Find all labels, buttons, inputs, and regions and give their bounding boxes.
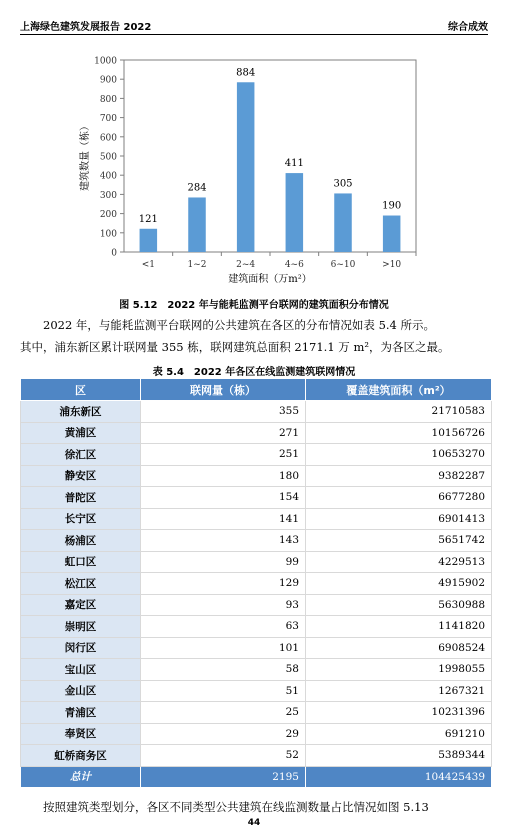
table-row <box>21 659 492 681</box>
header-count: 联网量（栋） <box>141 379 306 401</box>
table-row <box>21 723 492 745</box>
y-tick-label: 500 <box>99 152 117 163</box>
table-row <box>21 594 492 616</box>
district-cell: 长宁区 <box>21 508 141 530</box>
table-row <box>21 508 492 530</box>
bar <box>286 173 304 252</box>
y-tick-label: 100 <box>99 229 117 240</box>
district-cell: 奉贤区 <box>21 723 141 745</box>
count-cell: 93 <box>141 594 306 616</box>
district-cell: 崇明区 <box>21 616 141 638</box>
count-cell: 29 <box>141 723 306 745</box>
table-row <box>21 465 492 487</box>
bar <box>334 193 352 252</box>
district-cell: 闵行区 <box>21 637 141 659</box>
count-cell: 51 <box>141 680 306 702</box>
count-cell: 129 <box>141 573 306 595</box>
paragraph-line-1: 2022 年，与能耗监测平台联网的公共建筑在各区的分布情况如表 5.4 所示。 <box>43 318 436 332</box>
total-area: 104425439 <box>306 766 492 788</box>
data-label: 411 <box>284 158 304 170</box>
data-label: 884 <box>236 67 256 79</box>
area-cell: 10156726 <box>306 422 492 444</box>
count-cell: 180 <box>141 465 306 487</box>
table-row <box>21 573 492 595</box>
area-cell: 4915902 <box>306 573 492 595</box>
table-row <box>21 616 492 638</box>
district-cell: 虹口区 <box>21 551 141 573</box>
district-table <box>20 378 492 788</box>
district-cell: 青浦区 <box>21 702 141 724</box>
data-label: 121 <box>138 213 158 225</box>
area-cell: 4229513 <box>306 551 492 573</box>
table-row <box>21 745 492 767</box>
figure-caption: 图 5.12 2022 年与能耗监测平台联网的建筑面积分布情况 <box>119 300 389 311</box>
count-cell: 52 <box>141 745 306 767</box>
district-cell: 杨浦区 <box>21 530 141 552</box>
bar <box>188 197 206 252</box>
y-tick-label: 300 <box>99 190 117 201</box>
report-title: 上海绿色建筑发展报告 2022 <box>20 22 152 33</box>
x-tick-label: 2~4 <box>236 260 256 270</box>
count-cell: 154 <box>141 487 306 509</box>
total-count: 2195 <box>141 766 306 788</box>
area-cell: 21710583 <box>306 401 492 423</box>
count-cell: 63 <box>141 616 306 638</box>
table-row <box>21 444 492 466</box>
district-cell: 徐汇区 <box>21 444 141 466</box>
y-tick-label: 600 <box>99 133 117 144</box>
table-row <box>21 422 492 444</box>
table-row <box>21 551 492 573</box>
area-cell: 691210 <box>306 723 492 745</box>
area-cell: 5389344 <box>306 745 492 767</box>
x-tick-label: 4~6 <box>284 260 304 270</box>
table-row <box>21 487 492 509</box>
total-label: 总计 <box>21 766 141 788</box>
district-cell: 静安区 <box>21 465 141 487</box>
section-title: 综合成效 <box>448 22 488 33</box>
area-cell: 5651742 <box>306 530 492 552</box>
count-cell: 25 <box>141 702 306 724</box>
district-cell: 松江区 <box>21 573 141 595</box>
count-cell: 143 <box>141 530 306 552</box>
table-caption: 表 5.4 2022 年各区在线监测建筑联网情况 <box>152 367 356 378</box>
area-cell: 10653270 <box>306 444 492 466</box>
table-header-row <box>21 379 492 401</box>
area-cell: 1998055 <box>306 659 492 681</box>
district-cell: 嘉定区 <box>21 594 141 616</box>
paragraph-line-2: 其中，浦东新区累计联网量 355 栋，联网建筑总面积 2171.1 万 m²，为各区之最。 <box>20 340 450 354</box>
x-tick-label: 6~10 <box>330 260 356 270</box>
count-cell: 141 <box>141 508 306 530</box>
header-area: 覆盖建筑面积（m²） <box>306 379 492 401</box>
plot-frame <box>124 60 416 252</box>
y-tick-label: 200 <box>99 210 117 221</box>
district-cell: 虹桥商务区 <box>21 745 141 767</box>
bar <box>383 216 401 252</box>
y-tick-label: 0 <box>111 248 117 259</box>
bar <box>140 229 158 252</box>
district-cell: 黄浦区 <box>21 422 141 444</box>
bar <box>237 82 255 252</box>
y-tick-label: 900 <box>99 75 117 86</box>
bar-chart <box>0 0 508 296</box>
x-axis-label: 建筑面积（万m²） <box>228 274 312 285</box>
count-cell: 251 <box>141 444 306 466</box>
body-paragraph-2: 按照建筑类型划分，各区不同类型公共建筑在线监测数量占比情况如图 5.13 <box>43 800 429 814</box>
area-cell: 1267321 <box>306 680 492 702</box>
count-cell: 355 <box>141 401 306 423</box>
x-tick-label: <1 <box>141 260 155 270</box>
table-row <box>21 680 492 702</box>
y-tick-label: 1000 <box>94 56 117 67</box>
x-tick-label: >10 <box>382 260 402 270</box>
area-cell: 9382287 <box>306 465 492 487</box>
count-cell: 271 <box>141 422 306 444</box>
table-row <box>21 401 492 423</box>
district-cell: 浦东新区 <box>21 401 141 423</box>
area-cell: 6677280 <box>306 487 492 509</box>
table-row <box>21 702 492 724</box>
y-tick-label: 400 <box>99 171 117 182</box>
data-label: 284 <box>187 182 207 194</box>
y-tick-label: 700 <box>99 114 117 125</box>
page-number: 44 <box>247 818 261 828</box>
table-total-row <box>21 766 492 788</box>
area-cell: 10231396 <box>306 702 492 724</box>
area-cell: 5630988 <box>306 594 492 616</box>
data-label: 305 <box>333 178 353 190</box>
area-cell: 6908524 <box>306 637 492 659</box>
area-cell: 1141820 <box>306 616 492 638</box>
count-cell: 101 <box>141 637 306 659</box>
y-axis-label: 建筑数量（栋） <box>80 121 91 191</box>
table-row <box>21 530 492 552</box>
y-tick-label: 800 <box>99 94 117 105</box>
data-label: 190 <box>382 200 402 212</box>
x-tick-label: 1~2 <box>187 260 207 270</box>
district-cell: 宝山区 <box>21 659 141 681</box>
count-cell: 58 <box>141 659 306 681</box>
body-paragraph-1 <box>20 314 490 358</box>
count-cell: 99 <box>141 551 306 573</box>
district-cell: 普陀区 <box>21 487 141 509</box>
area-cell: 6901413 <box>306 508 492 530</box>
table-row <box>21 637 492 659</box>
header-district: 区 <box>21 379 141 401</box>
district-cell: 金山区 <box>21 680 141 702</box>
